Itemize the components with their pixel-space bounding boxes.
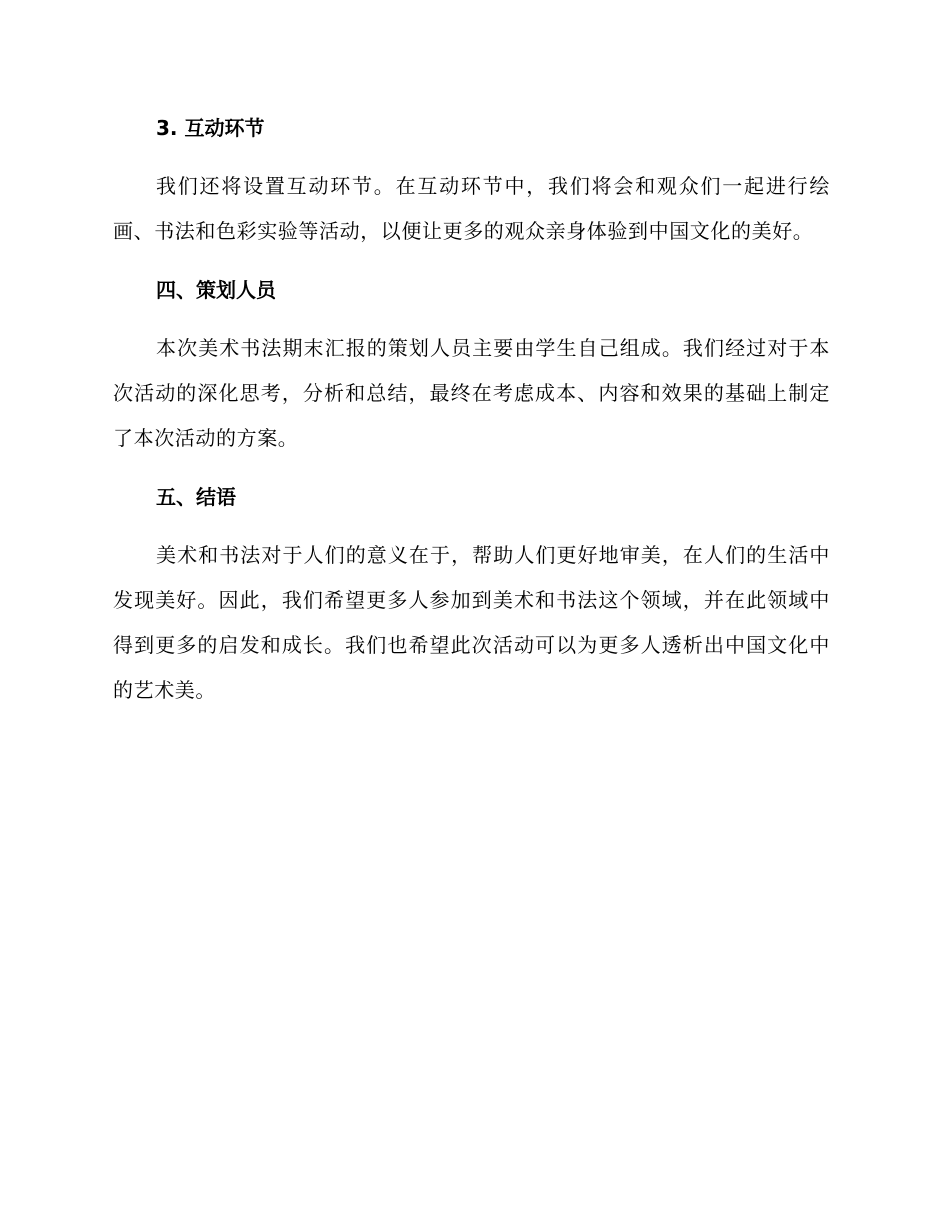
section-planners	[113, 274, 830, 461]
section-heading: 四、策划人员	[156, 278, 276, 302]
section-heading: 3. 互动环节	[156, 116, 265, 140]
section-heading: 五、结语	[156, 485, 236, 509]
section-paragraph: 本次美术书法期末汇报的策划人员主要由学生自己组成。我们经过对于本次活动的深化思考，分析和总结，最终在考虑成本、内容和效果的基础上制定了本次活动的方案。	[113, 336, 830, 450]
section-paragraph: 美术和书法对于人们的意义在于，帮助人们更好地审美，在人们的生活中发现美好。因此，我们希望更多人参加到美术和书法这个领域，并在此领域中得到更多的启发和成长。我们也希望此次活动可以为更多人透析出中国文化中的艺术美。	[113, 543, 830, 702]
section-interaction	[113, 112, 830, 254]
document-page	[113, 112, 830, 713]
section-conclusion	[113, 481, 830, 713]
section-paragraph: 我们还将设置互动环节。在互动环节中，我们将会和观众们一起进行绘画、书法和色彩实验等活动，以便让更多的观众亲身体验到中国文化的美好。	[113, 174, 830, 243]
